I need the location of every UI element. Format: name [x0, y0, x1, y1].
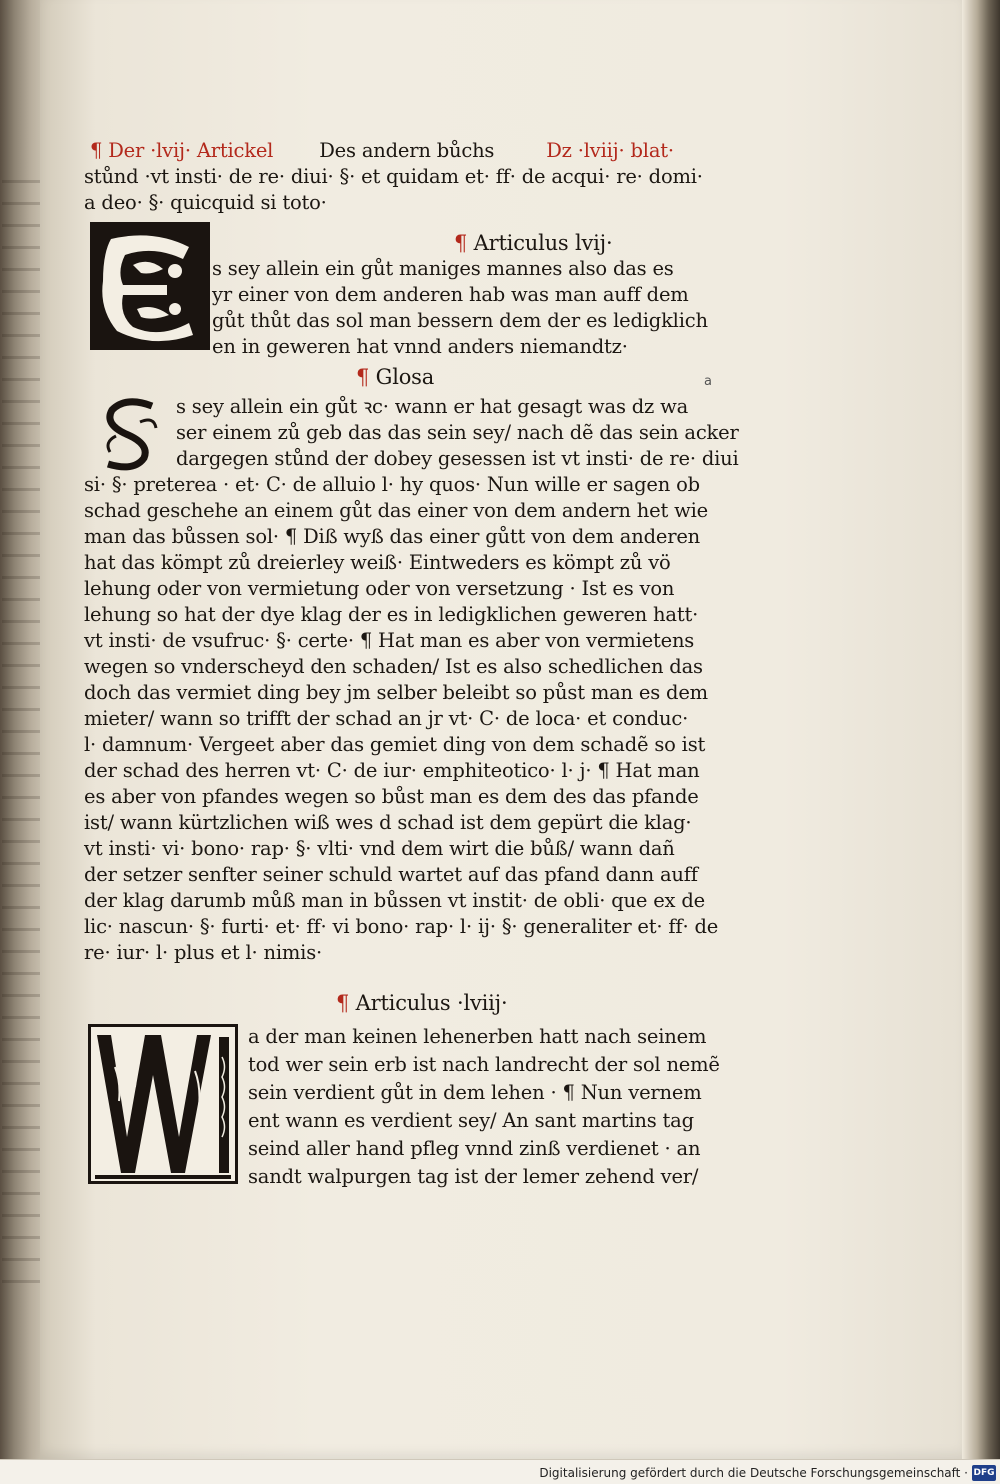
glosa-line-2: ser einem zů geb das das sein sey/ nach dẽ das sein acker — [176, 421, 739, 444]
article-58-heading-text: Articulus ·lviij· — [355, 991, 508, 1015]
glosa-line-19: der setzer senfter seiner schuld wartet auf das pfand dann auff — [84, 863, 698, 886]
header-line-2: a deo· §· quicquid si toto· — [84, 191, 327, 214]
header-line-1: stůnd ·vt insti· de re· diui· §· et quidam et· ff· de acqui· re· domi· — [84, 165, 703, 188]
article-57-line-1: s sey allein ein gůt maniges mannes also das es — [212, 257, 674, 280]
glosa-line-3: dargegen stůnd der dobey gesessen ist vt insti· de re· diui — [176, 447, 739, 470]
header-prefix: ¶ Der ·lvij· Artickel — [90, 139, 274, 162]
glosa-heading-text: Glosa — [375, 365, 435, 389]
initial-s-woodcut — [96, 396, 168, 476]
article-57-heading: ¶ Articulus lvij· — [454, 231, 613, 255]
initial-w-icon — [91, 1027, 235, 1181]
article-57-line-4: en in geweren hat vnnd anders niemandtz· — [212, 335, 628, 358]
initial-w-woodcut — [88, 1024, 238, 1184]
glosa-line-22: re· iur· l· plus et l· nimis· — [84, 941, 323, 964]
footer-bar — [0, 1459, 1000, 1484]
article-58-line-1: a der man keinen lehenerben hatt nach seinem — [248, 1025, 707, 1048]
glosa-line-18: vt insti· vi· bono· rap· §· vlti· vnd dem wirt die bůß/ wann dañ — [84, 837, 675, 860]
glosa-line-7: hat das kömpt zů dreierley weiß· Eintweders es kömpt zů vö — [84, 551, 671, 574]
initial-s-icon — [96, 396, 168, 476]
footer-credit: Digitalisierung gefördert durch die Deutsche Forschungsgemeinschaft · — [539, 1466, 968, 1480]
glosa-line-6: man das bůssen sol· ¶ Diß wyß das einer gůtt von dem anderen — [84, 525, 701, 548]
initial-e-woodcut — [90, 222, 210, 350]
article-58-heading: ¶ Articulus ·lviij· — [336, 991, 508, 1015]
article-58-line-6: sandt walpurgen tag ist der lemer zehend ver/ — [248, 1165, 699, 1188]
glosa-line-13: mieter/ wann so trifft der schad an jr vt· C· de loca· et conduc· — [84, 707, 689, 730]
glosa-line-8: lehung oder von vermietung oder von versetzung · Ist es von — [84, 577, 675, 600]
glosa-line-15: der schad des herren vt· C· de iur· emphiteotico· l· j· ¶ Hat man — [84, 759, 700, 782]
book-edge-right — [962, 0, 1000, 1484]
glosa-line-12: doch das vermiet ding bey jm selber beleibt so půst man es dem — [84, 681, 708, 704]
article-58-line-3: sein verdient gůt in dem lehen · ¶ Nun vernem — [248, 1081, 702, 1104]
glosa-line-9: lehung so hat der dye klag der es in ledigklichen geweren hatt· — [84, 603, 699, 626]
dfg-logo[interactable]: DFG — [972, 1465, 996, 1481]
glosa-heading: ¶ Glosa — [356, 365, 435, 389]
glosa-line-17: ist/ wann kürtzlichen wiß wes d schad ist dem gepürt die klag· — [84, 811, 692, 834]
running-header — [90, 138, 674, 164]
margin-note: a — [704, 374, 712, 389]
glosa-line-14: l· damnum· Vergeet aber das gemiet ding von dem schadẽ so ist — [84, 733, 706, 756]
header-middle: Des andern bůchs — [319, 139, 495, 162]
article-57-heading-text: Articulus lvij· — [473, 231, 613, 255]
facing-page-edge — [2, 180, 42, 1300]
glosa-line-20: der klag darumb můß man in bůssen vt instit· de obli· que ex de — [84, 889, 705, 912]
initial-e-icon — [93, 225, 207, 347]
article-58-line-5: seind aller hand pfleg vnnd zinß verdienet · an — [248, 1137, 701, 1160]
glosa-line-1: s sey allein ein gůt ꝛc· wann er hat gesagt was dz wa — [176, 395, 689, 418]
glosa-line-21: lic· nascun· §· furti· et· ff· vi bono· rap· l· ij· §· generaliter et· ff· de — [84, 915, 719, 938]
glosa-line-10: vt insti· de vsufruc· §· certe· ¶ Hat man es aber von vermietens — [84, 629, 695, 652]
glosa-line-5: schad geschehe an einem gůt das einer von dem andern het wie — [84, 499, 708, 522]
article-57-line-3: gůt thůt das sol man bessern dem der es ledigklich — [212, 309, 708, 332]
glosa-line-4: si· §· preterea · et· C· de alluio l· hy quos· Nun wille er sagen ob — [84, 473, 700, 496]
article-58-line-2: tod wer sein erb ist nach landrecht der sol nemẽ — [248, 1053, 720, 1076]
article-58-line-4: ent wann es verdient sey/ An sant martins tag — [248, 1109, 694, 1132]
article-57-line-2: yr einer von dem anderen hab was man auff dem — [212, 283, 689, 306]
header-folio: Dz ·lviij· blat· — [546, 139, 674, 162]
glosa-line-11: wegen so vnderscheyd den schaden/ Ist es also schedlichen das — [84, 655, 703, 678]
glosa-line-16: es aber von pfandes wegen so bůst man es dem des das pfande — [84, 785, 699, 808]
